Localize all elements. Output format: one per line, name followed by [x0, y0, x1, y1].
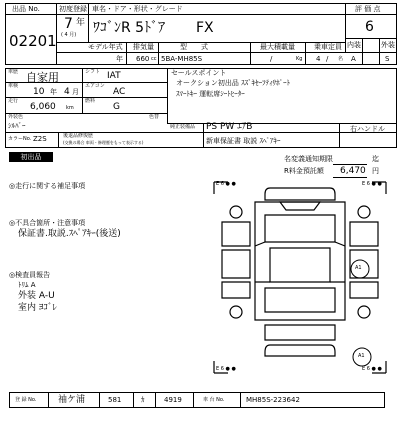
- post-label: 後退品修復歴: [63, 133, 94, 139]
- model-year-unit: 年: [116, 55, 123, 63]
- capacity-unit: /: [326, 55, 329, 63]
- color-change-label: 色替: [149, 114, 160, 120]
- car-damage-diagram: [210, 180, 390, 375]
- selling-line2: ｽﾏｰﾄｷｰ 運転席ｼｰﾄﾋｰﾀｰ: [176, 90, 245, 98]
- divider: [133, 392, 134, 408]
- steering: 右ハンドル: [350, 125, 385, 133]
- shift-label: シフト: [85, 69, 101, 75]
- mileage: 6,060: [30, 102, 56, 112]
- inspection-month-unit: 月: [72, 88, 79, 96]
- reg-label: 初度登録: [59, 5, 87, 13]
- divider: [48, 392, 49, 408]
- divider: [333, 177, 367, 178]
- price-unit: 円: [372, 167, 379, 175]
- inspection-year: 10: [33, 87, 45, 97]
- divider: [88, 3, 89, 42]
- recycle-label: 名変義通知期限: [284, 155, 333, 163]
- score: 6: [365, 19, 374, 35]
- fuel-label: 燃料: [85, 98, 96, 104]
- color: ｼﾙﾊﾞｰ: [8, 122, 26, 130]
- divider: [126, 42, 127, 65]
- cc-label: 排気量: [133, 43, 154, 51]
- recycle-unit: 迄: [372, 155, 379, 163]
- damage-mark-1: A1: [355, 265, 362, 271]
- name-label: 車名・ドア・形状・グレード: [92, 5, 183, 13]
- price-value: 6,470: [340, 166, 366, 176]
- reg-month: ( 4 月): [61, 32, 77, 38]
- chassis-no: MH85S-223642: [246, 396, 300, 404]
- reg-year: 7: [64, 16, 73, 32]
- displacement: 660: [136, 55, 150, 63]
- reg-place: 袖ケ浦: [58, 395, 86, 405]
- divider: [82, 68, 83, 114]
- ac: AC: [113, 87, 126, 97]
- note-inspector-line1: ﾄﾘﾑ A: [18, 281, 36, 289]
- reg-year-unit: 年: [76, 18, 86, 28]
- divider: [345, 38, 397, 39]
- reg-class: 581: [108, 396, 122, 404]
- model-year-label: モデル年式: [88, 43, 123, 51]
- car-name: ﾜｺﾞﾝR 5ﾄﾞｱ: [93, 20, 166, 36]
- price-label: R料金預託額: [284, 167, 324, 175]
- post-note: (交換の場合 車両・修理歴をもって表示する): [63, 140, 144, 145]
- capacity-unit2: 名: [338, 56, 344, 62]
- note-mileage-title: ◎走行に関する補足事項: [9, 182, 86, 190]
- divider: [58, 132, 59, 148]
- inspection-label: 車検: [8, 83, 19, 89]
- divider: [56, 14, 346, 15]
- divider: [203, 132, 204, 148]
- first-listing-badge: 初出品: [9, 152, 53, 162]
- divider: [240, 392, 241, 408]
- note-defects-body: 保証書.取説.ｽﾍﾟｱｷｰ(後送): [18, 229, 121, 239]
- ac-label: エアコン: [85, 83, 105, 89]
- divider: [345, 14, 397, 15]
- divider: [155, 392, 156, 408]
- capacity-label: 乗車定員: [314, 43, 342, 51]
- color-no-label: カラーNo.: [8, 136, 32, 142]
- mark-right-bottom: E 6 ● ●: [362, 366, 382, 372]
- note-inspector-title: ◎検査員報告: [9, 271, 51, 279]
- divider: [339, 123, 340, 148]
- interior-label: 内装: [347, 41, 361, 49]
- divider: [345, 3, 346, 52]
- mark-right-top: E 6 ● ●: [362, 181, 382, 187]
- divider: [379, 38, 380, 65]
- mileage-unit: km: [66, 105, 74, 111]
- warranty: 新車保証書 取説 ｽﾍﾟｱｷｰ: [206, 137, 281, 145]
- color-no: Z2S: [33, 135, 47, 143]
- load-unit: Kg: [296, 56, 303, 62]
- lot-label: 出品 No.: [12, 5, 40, 13]
- lot-number: 02201: [9, 32, 57, 50]
- kind-label: 車歴: [8, 69, 19, 75]
- note-inspector-line3: 室内 ﾖｺﾞﾚ: [18, 303, 57, 313]
- mileage-label: 走行: [8, 98, 19, 104]
- note-defects-title: ◎不具合箇所・注意事項: [9, 219, 86, 227]
- kind: 自家用: [26, 71, 59, 84]
- divider: [56, 52, 397, 53]
- reg-no-label: 登 録 No.: [15, 397, 37, 403]
- selling-label: セールスポイント: [171, 69, 227, 77]
- fuel: G: [113, 102, 120, 112]
- cc-unit: cc: [151, 56, 157, 62]
- divider: [203, 123, 204, 132]
- reg-number: 4919: [164, 396, 182, 404]
- divider: [193, 392, 194, 408]
- exterior-grade: S: [385, 55, 390, 63]
- reg-kana: ｶ: [141, 396, 145, 404]
- selling-line1: オークション初出品 ｽｽﾞｷｾｰﾌﾃｨｻﾎﾟｰﾄ: [176, 79, 291, 87]
- equipment: PS PW ｴｱB: [206, 122, 253, 132]
- divider: [167, 123, 397, 124]
- inspection-month: 4: [64, 87, 70, 97]
- exterior-label: 外装: [381, 41, 395, 49]
- divider: [5, 113, 167, 114]
- score-label: 評 価 点: [355, 5, 381, 13]
- mark-left-bottom: E 6 ● ●: [216, 366, 236, 372]
- interior-grade: A: [351, 55, 356, 63]
- divider: [5, 14, 57, 15]
- mark-left-top: E 6 ● ●: [216, 181, 236, 187]
- damage-mark-2: A1: [358, 353, 365, 359]
- chassis-label: 車 台 No.: [203, 397, 225, 403]
- shift: IAT: [107, 71, 121, 81]
- inspection-year-unit: 年: [50, 88, 57, 96]
- capacity-value: 4: [316, 55, 321, 63]
- note-inspector-line2: 外装 A-U: [18, 291, 55, 301]
- divider: [158, 42, 159, 65]
- type-label: 型 式: [180, 43, 208, 51]
- load-label: 最大積載量: [260, 43, 295, 51]
- divider: [167, 68, 168, 124]
- model-code: 5BA-MH85S: [161, 55, 203, 63]
- divider: [305, 42, 306, 65]
- divider: [333, 164, 367, 165]
- load-value: /: [270, 55, 273, 63]
- divider: [250, 42, 251, 65]
- color-label: 外装色: [8, 114, 24, 120]
- divider: [99, 392, 100, 408]
- grade: FX: [196, 20, 214, 36]
- divider: [362, 38, 363, 65]
- equip-label: 純正装備品: [170, 124, 196, 130]
